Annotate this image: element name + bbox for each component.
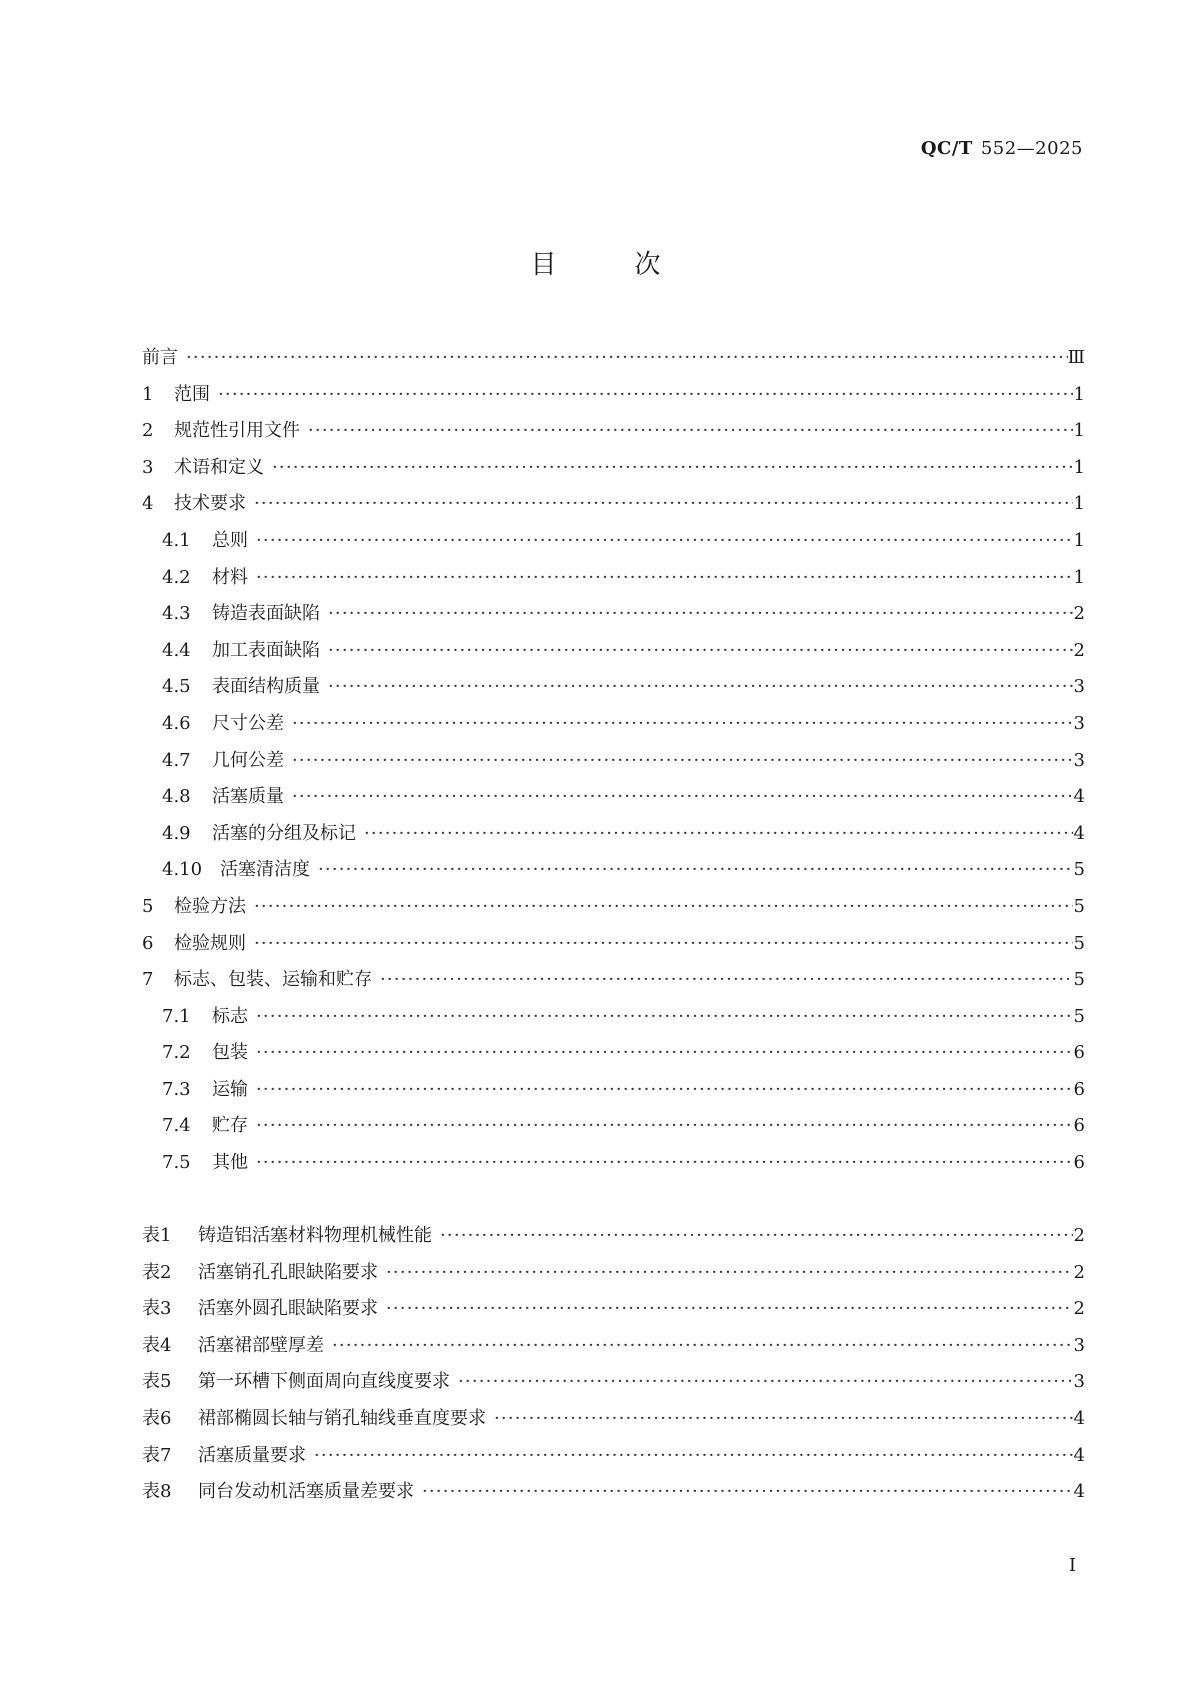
toc-entry[interactable] (142, 340, 1085, 377)
entry-label: 包装 (212, 1042, 248, 1064)
entry-number: 4 (142, 493, 154, 515)
entry-label: 检验规则 (174, 932, 246, 954)
entry-number: 4.6 (162, 712, 191, 734)
toc-entry[interactable] (142, 999, 1085, 1036)
entry-number: 4.3 (162, 603, 191, 625)
entry-number: 1 (142, 383, 154, 405)
entry-number: 3 (142, 456, 154, 478)
toc-entry[interactable] (142, 377, 1085, 414)
entry-page-number: 5 (1073, 859, 1085, 881)
dot-leader (292, 743, 1073, 780)
entry-label: 裙部椭圆长轴与销孔轴线垂直度要求 (198, 1407, 486, 1429)
entry-page-number: 1 (1073, 566, 1085, 588)
entry-page-number: Ⅲ (1067, 347, 1085, 368)
entry-label: 总则 (212, 529, 248, 551)
entry-page-number: 6 (1073, 1115, 1085, 1137)
dot-leader (254, 889, 1073, 926)
entry-page-number: 1 (1073, 456, 1085, 478)
document-code (921, 138, 1083, 159)
entry-page-number: 6 (1073, 1152, 1085, 1174)
toc-entry[interactable] (142, 633, 1085, 670)
entry-label: 标志、包装、运输和贮存 (174, 969, 372, 991)
entry-label: 活塞质量 (212, 786, 284, 808)
entry-label: 运输 (212, 1078, 248, 1100)
page-number: I (1068, 1555, 1076, 1576)
dot-leader (328, 596, 1073, 633)
toc-entry[interactable] (142, 486, 1085, 523)
entry-page-number: 2 (1073, 603, 1085, 625)
entry-label: 第一环槽下侧面周向直线度要求 (198, 1371, 450, 1393)
entry-number: 4.7 (162, 749, 191, 771)
entry-page-number: 1 (1073, 420, 1085, 442)
toc-entry[interactable] (142, 560, 1085, 597)
page-title (0, 244, 1191, 281)
dot-leader (494, 1401, 1073, 1438)
toc-entry[interactable] (142, 669, 1085, 706)
entry-number: 7.3 (162, 1078, 191, 1100)
entry-page-number: 5 (1073, 1005, 1085, 1027)
toc-entry[interactable] (142, 706, 1085, 743)
entry-number: 表1 (142, 1225, 172, 1246)
entry-label: 规范性引用文件 (174, 420, 300, 442)
entry-page-number: 3 (1073, 1371, 1085, 1393)
entry-number: 4.1 (162, 529, 191, 551)
toc-entry[interactable] (142, 743, 1085, 780)
toc-entry[interactable] (142, 1255, 1085, 1292)
entry-number: 6 (142, 932, 154, 954)
entry-label: 铸造铝活塞材料物理机械性能 (198, 1225, 432, 1246)
dot-leader (314, 1438, 1073, 1475)
dot-leader (328, 633, 1073, 670)
toc-entry[interactable] (142, 852, 1085, 889)
list-of-tables (142, 1218, 1085, 1511)
entry-number: 4.8 (162, 786, 191, 808)
toc-entry[interactable] (142, 1438, 1085, 1475)
toc-entry[interactable] (142, 926, 1085, 963)
title-part1: 目 (530, 250, 557, 280)
dot-leader (292, 706, 1073, 743)
entry-number: 7.1 (162, 1005, 191, 1027)
entry-page-number: 3 (1073, 676, 1085, 698)
entry-number: 7.5 (162, 1152, 191, 1174)
entry-page-number: 4 (1073, 786, 1085, 808)
entry-page-number: 4 (1073, 1481, 1085, 1503)
entry-page-number: 2 (1073, 1225, 1085, 1246)
dot-leader (364, 816, 1073, 853)
dot-leader (328, 669, 1073, 706)
entry-page-number: 1 (1073, 493, 1085, 515)
entry-page-number: 4 (1073, 822, 1085, 844)
dot-leader (272, 450, 1073, 487)
entry-label: 技术要求 (174, 493, 246, 515)
dot-leader (256, 1145, 1073, 1182)
entry-number: 表3 (142, 1298, 172, 1320)
dot-leader (218, 377, 1073, 414)
entry-number: 表2 (142, 1261, 172, 1283)
document-code-number: 552—2025 (980, 138, 1083, 159)
toc-entry[interactable] (142, 1072, 1085, 1109)
dot-leader (254, 926, 1073, 963)
dot-leader (318, 852, 1073, 889)
entry-label: 贮存 (212, 1115, 248, 1137)
entry-number: 5 (142, 895, 154, 917)
entry-number: 2 (142, 420, 154, 442)
toc-entry[interactable] (142, 1291, 1085, 1328)
dot-leader (254, 486, 1073, 523)
toc-entry[interactable] (142, 1035, 1085, 1072)
entry-page-number: 5 (1073, 969, 1085, 991)
document-code-prefix: QC/T (920, 138, 973, 159)
entry-label: 活塞的分组及标记 (212, 822, 356, 844)
entry-number: 表7 (142, 1444, 172, 1466)
entry-label: 几何公差 (212, 749, 284, 771)
toc-entry[interactable] (142, 1218, 1085, 1255)
entry-label: 同台发动机活塞质量差要求 (198, 1481, 414, 1503)
dot-leader (256, 1108, 1073, 1145)
toc-entry[interactable] (142, 1364, 1085, 1401)
entry-label: 活塞清洁度 (220, 859, 310, 881)
entry-label: 术语和定义 (174, 456, 264, 478)
dot-leader (308, 413, 1073, 450)
toc-entry[interactable] (142, 1145, 1085, 1182)
entry-number: 7.2 (162, 1042, 191, 1064)
entry-page-number: 1 (1073, 529, 1085, 551)
toc-entry[interactable] (142, 1401, 1085, 1438)
toc-entry[interactable] (142, 816, 1085, 853)
entry-page-number: 6 (1073, 1042, 1085, 1064)
dot-leader (292, 779, 1073, 816)
dot-leader (422, 1474, 1073, 1511)
toc-entry[interactable] (142, 962, 1085, 999)
toc-entry[interactable] (142, 1328, 1085, 1365)
toc-entry[interactable] (142, 523, 1085, 560)
entry-page-number: 2 (1073, 1298, 1085, 1320)
entry-label: 活塞外圆孔眼缺陷要求 (198, 1298, 378, 1320)
entry-page-number: 5 (1073, 895, 1085, 917)
title-part2: 次 (634, 250, 661, 280)
toc-entry[interactable] (142, 1474, 1085, 1511)
dot-leader (256, 560, 1073, 597)
entry-number: 表5 (142, 1371, 172, 1393)
entry-number: 表6 (142, 1407, 172, 1429)
dot-leader (458, 1364, 1073, 1401)
entry-page-number: 1 (1073, 383, 1085, 405)
entry-number: 表4 (142, 1334, 172, 1356)
entry-page-number: 3 (1073, 712, 1085, 734)
entry-page-number: 3 (1073, 749, 1085, 771)
toc-entry[interactable] (142, 596, 1085, 633)
entry-label: 活塞质量要求 (198, 1444, 306, 1466)
dot-leader (440, 1218, 1073, 1255)
entry-page-number: 6 (1073, 1078, 1085, 1100)
dot-leader (386, 1255, 1073, 1292)
entry-label: 材料 (212, 566, 248, 588)
entry-label: 活塞裙部壁厚差 (198, 1334, 324, 1356)
toc-entry[interactable] (142, 1108, 1085, 1145)
entry-number: 7 (142, 969, 154, 991)
entry-label: 铸造表面缺陷 (212, 603, 320, 625)
entry-number: 4.10 (162, 859, 203, 881)
entry-number: 7.4 (162, 1115, 191, 1137)
entry-label: 加工表面缺陷 (212, 639, 320, 661)
entry-number: 表8 (142, 1481, 172, 1503)
toc-entry[interactable] (142, 413, 1085, 450)
entry-label: 检验方法 (174, 895, 246, 917)
toc-entry[interactable] (142, 889, 1085, 926)
entry-label: 活塞销孔孔眼缺陷要求 (198, 1261, 378, 1283)
entry-number: 4.4 (162, 639, 191, 661)
dot-leader (332, 1328, 1073, 1365)
entry-label: 其他 (212, 1152, 248, 1174)
entry-number: 4.5 (162, 676, 191, 698)
dot-leader (186, 340, 1068, 377)
toc-entry[interactable] (142, 450, 1085, 487)
entry-page-number: 2 (1073, 639, 1085, 661)
toc-entry[interactable] (142, 779, 1085, 816)
dot-leader (256, 1072, 1073, 1109)
entry-label: 标志 (212, 1005, 248, 1027)
entry-page-number: 4 (1073, 1444, 1085, 1466)
entry-label: 表面结构质量 (212, 676, 320, 698)
entry-number: 4.2 (162, 566, 191, 588)
entry-page-number: 3 (1073, 1334, 1085, 1356)
entry-label: 范围 (174, 383, 210, 405)
entry-label: 前言 (142, 347, 178, 368)
entry-page-number: 5 (1073, 932, 1085, 954)
entry-number: 4.9 (162, 822, 191, 844)
table-of-contents (142, 340, 1085, 1182)
entry-page-number: 2 (1073, 1261, 1085, 1283)
entry-page-number: 4 (1073, 1407, 1085, 1429)
dot-leader (256, 523, 1073, 560)
dot-leader (380, 962, 1073, 999)
dot-leader (256, 999, 1073, 1036)
dot-leader (386, 1291, 1073, 1328)
dot-leader (256, 1035, 1073, 1072)
entry-label: 尺寸公差 (212, 712, 284, 734)
